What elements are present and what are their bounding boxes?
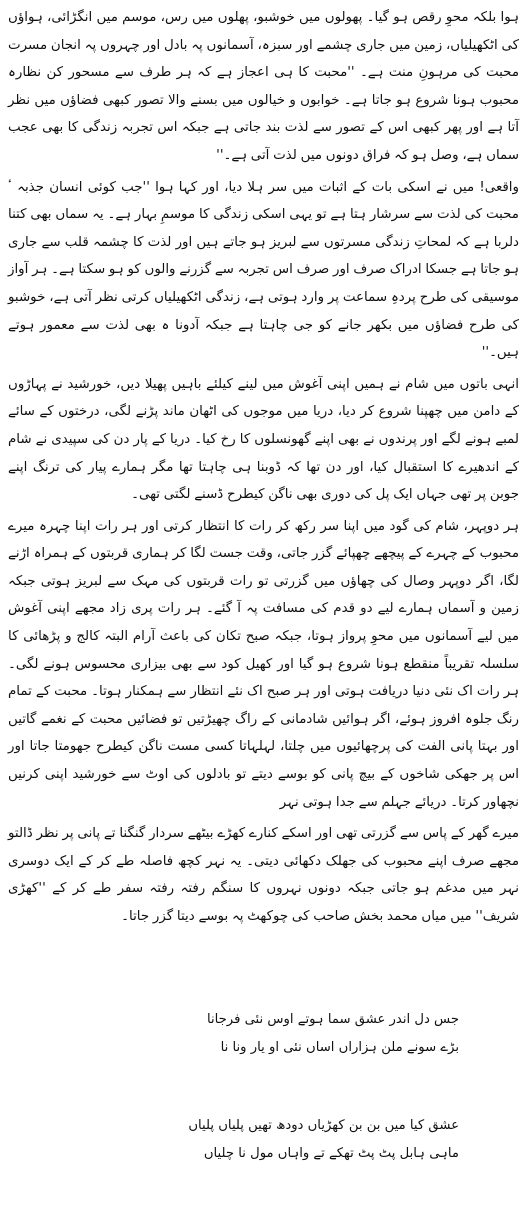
verse-couplet-1 xyxy=(159,1008,459,1060)
paragraph-5: میرے گھر کے پاس سے گزرتی تھی اور اسکے کنارے کھڑے بیٹھے سردار گنگنا تے پانی پر نظر ڈالتو مجھے صرف اپنے محبوب کی جھلک دکھائی دیتی۔ یہ نہر کچھ فاصلہ طے کر کے ایک دوسری نہر میں مدغم ہو جاتی جبکہ دونوں نہروں کا سنگم رفتہ رفتہ سفر طے کر کے ''کھڑی شریف'' میں میاں محمد بخش صاحب کی چوکھٹ پہ بوسے دیتا گزر جاتا۔ xyxy=(8,826,519,924)
paragraph-2: واقعی! میں نے اسکی بات کے اثبات میں سر ہلا دیا، اور کہا ہوا ''جب کوئی انسان جذبہ ٴ محبت کی لذت سے سرشار ہتا ہے تو یہی اسکی زندگی کا موسمِ بہار ہے۔ یہ سماں بھی کتنا دلربا ہے کہ لمحاتِ زندگی مسرتوں سے لبریز ہو جاتے ہیں اور لذت کا چشمہ قلب سے جاری ہو جاتا ہے جسکا ادراک صرف اور صرف اس تجربہ سے گزرنے والوں کو ہو سکتا ہے۔ ہر آواز موسیقی کی طرح پردہِ سماعت پر وارد ہوتی ہے، زندگی اٹکھیلیاں کرتی نظر آتی ہے، خوشبو کی طرح فضاؤں میں بکھر جانے کو جی چاہتا ہے جبکہ آدونا ہ بھی لذت سے معمور ہوتے ہیں۔'' xyxy=(8,179,519,361)
paragraph-3: انہی باتوں میں شام نے ہمیں اپنی آغوش میں لینے کیلئے باہیں پھیلا دیں، خورشید نے پہاڑوں کے دامن میں چھپنا شروع کر دیا، دریا میں موجوں کی اٹھان ماند پڑنے لگی، درختوں کے سائے لمبے ہونے لگے اور پرندوں نے بھی اپنے گھونسلوں کا رخ کیا۔ دریا کے پار دن کی سپیدی نے شام کے اندھیرے کا استقبال کیا، اور دن تھا کہ ڈوبنا ہی چاہتا تھا مگر ہمارے پیار کی ترنگ اپنے جوبن پر تھی جہاں ایک پل کی دوری بھی ناگن کیطرح ڈسنے لگتی تھی۔ xyxy=(8,376,519,503)
paragraph-1: ہوا بلکہ محوِ رقص ہو گیا۔ پھولوں میں خوشبو، پھلوں میں رس، موسم میں انگڑائی، ہواؤں کی اٹکھیلیاں، زمین میں جاری چشمے اور سبزہ، آسمانوں پہ بادل اور چہروں پہ انجان مسرت محبت کی مرہونِ منت ہے۔ ''محبت کا ہی اعجاز ہے کہ ہر طرف سے مسحور کن نظارہ محبوب ہونا شروع ہو جاتا ہے۔ خوابوں و خیالوں میں بسنے والا تصور کبھی فضاؤں میں نظر آتا ہے اور پھر کبھی اس کے تصور سے لذت بند جاتی ہے جبکہ اس تجربہ زندگی کا بھی عجب سماں ہے، وصل ہو کہ فراق دونوں میں لذت آتی ہے۔'' xyxy=(8,10,519,163)
verse-line: بڑے سونے ملن ہزاراں اساں نئی او یار ونا نا xyxy=(220,1040,459,1055)
verse-line: جس دل اندر عشق سما ہوتے اوس نئی فرجانا xyxy=(206,1012,459,1027)
prose-section xyxy=(8,4,519,935)
verse-line: عشق کیا میں بن بن کھڑیاں دودھ تھیں پلیاں پلیاں xyxy=(188,1118,459,1133)
verse-couplet-2 xyxy=(159,1114,459,1166)
verse-line: ماہی ہابل پٹ پٹ تھکے تے واہاں مول نا چلیاں xyxy=(203,1146,459,1161)
paragraph-4: ہر دوپہر، شام کی گود میں اپنا سر رکھ کر رات کا انتظار کرتی اور ہر رات اپنا چہرہ میرے محبوب کے چہرے کے پیچھے چھپائے گزر جاتی، وقت جست لگا کر ہماری قربتوں کے ہمراہ اڑنے لگا، اگر دوپہر وصال کی چھاؤں میں گزرتی تو رات قربتوں کی مہک سے لبریز ہوتی جبکہ زمین و آسماں ہمارے لیے دو قدم کی مسافت پہ آ گئے۔ ہر رات پری زاد مجھے اپنی آغوش میں لیے آسمانوں میں محوِ پرواز ہوتا، جبکہ صبح تکان کی باعث آرام البتہ کالج و پڑھائی کا سلسلہ تقریباً منقطع ہونا شروع ہو گیا اور کھیل کود سے بھی بیزاری محسوس ہونے لگی۔ ہر رات اک نئی دنیا دریافت ہوتی اور ہر صبح اک نئے انتظار سے ہمکنار ہوتا۔ محبت کے تمام رنگ جلوہ افروز ہوئے، اگر ہوائیں شادمانی کے راگ چھیڑتیں تو فضائیں محبت کے نغمے گاتیں اور بہتا پانی الفت کی پرچھائیوں میں چلتا، لہلہاتا کسی مست ناگن کیطرح جھومتا جاتا اور اس پر جھکی شاخوں کے بیچ پانی کو بوسے دیتے تو بادلوں کی اوٹ سے خورشید اپنی کرنیں نچھاور کرتا۔ دریائے جہلم سے جدا ہوتی نہر xyxy=(8,518,519,810)
